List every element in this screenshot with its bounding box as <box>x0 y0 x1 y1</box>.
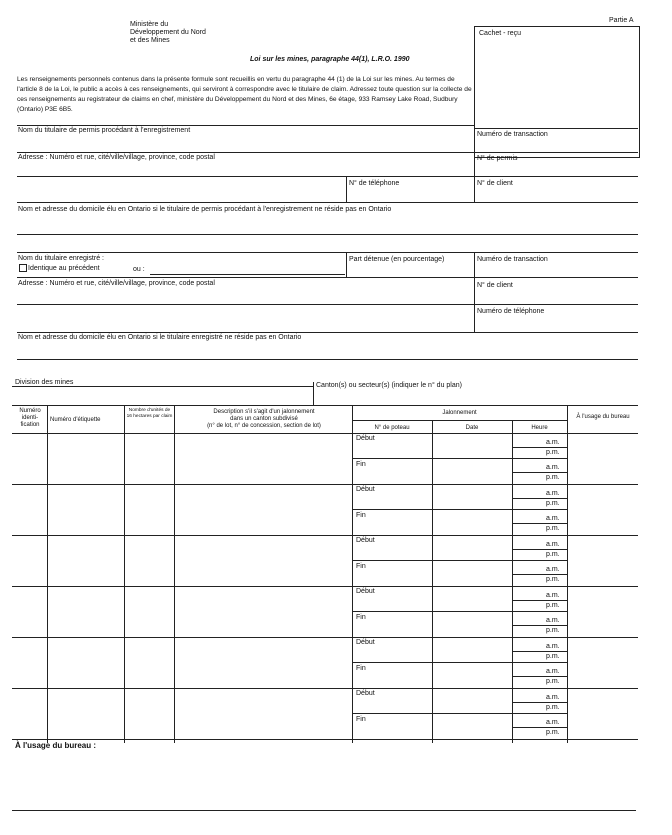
hour-header: Heure <box>531 425 548 431</box>
pm-label: p.m. <box>546 576 560 583</box>
am-label: a.m. <box>546 515 560 522</box>
pm-label: p.m. <box>546 500 560 507</box>
stamp-box[interactable] <box>474 26 640 158</box>
start-label: Début <box>356 639 375 646</box>
identical-label: Identique au précédent <box>28 265 100 272</box>
am-label: a.m. <box>546 694 560 701</box>
am-label: a.m. <box>546 592 560 599</box>
am-label: a.m. <box>546 643 560 650</box>
address-for-service-2-label: Nom et adresse du domicile élu en Ontario si le titulaire enregistré ne réside pas en Ontario <box>18 334 302 341</box>
pm-label: p.m. <box>546 653 560 660</box>
office-use-header: À l'usage du bureau <box>576 414 630 420</box>
col-desc-line3: (n° de lot, n° de concession, section de lot) <box>207 423 321 429</box>
end-label: Fin <box>356 716 366 723</box>
stamp-label: Cachet - reçu <box>479 30 522 37</box>
address-for-service-2-field[interactable] <box>18 343 636 359</box>
col-desc-line1: Description s'il s'agit d'un jalonnement <box>213 409 315 415</box>
mining-division-label: Division des mines <box>15 379 74 386</box>
col-tag-header: Numéro d'étiquette <box>50 417 101 423</box>
pm-label: p.m. <box>546 704 560 711</box>
am-label: a.m. <box>546 541 560 548</box>
part-label: Partie A <box>609 17 634 24</box>
staking-header: Jalonnement <box>442 410 477 416</box>
ministry-line-3: et des Mines <box>130 37 170 44</box>
am-label: a.m. <box>546 490 560 497</box>
footer-office-use-label: À l'usage du bureau : <box>15 741 97 750</box>
am-label: a.m. <box>546 566 560 573</box>
address-field[interactable] <box>18 163 472 199</box>
start-label: Début <box>356 435 375 442</box>
end-label: Fin <box>356 665 366 672</box>
am-label: a.m. <box>546 719 560 726</box>
ou-label: ou : <box>133 266 145 273</box>
holder-name-label: Nom du titulaire de permis procédant à l'enregistrement <box>18 127 191 134</box>
client-no-label: N° de client <box>477 180 513 187</box>
am-label: a.m. <box>546 617 560 624</box>
pm-label: p.m. <box>546 551 560 558</box>
footer-office-use-field[interactable] <box>12 752 636 809</box>
pm-label: p.m. <box>546 627 560 634</box>
pm-label: p.m. <box>546 449 560 456</box>
start-label: Début <box>356 486 375 493</box>
pm-label: p.m. <box>546 602 560 609</box>
am-label: a.m. <box>546 668 560 675</box>
identical-checkbox[interactable] <box>19 264 27 272</box>
address-2-field[interactable] <box>18 289 472 329</box>
ministry-line-2: Développement du Nord <box>130 29 206 36</box>
recorded-holder-label: Nom du titulaire enregistré : <box>18 255 104 262</box>
end-label: Fin <box>356 563 366 570</box>
date-header: Date <box>465 425 479 431</box>
end-label: Fin <box>356 512 366 519</box>
start-label: Début <box>356 588 375 595</box>
pm-label: p.m. <box>546 474 560 481</box>
start-label: Début <box>356 690 375 697</box>
col-desc-line2: dans un canton subdivisé <box>230 416 298 422</box>
col-id-header: Numéro identi-fication <box>19 408 41 428</box>
am-label: a.m. <box>546 439 560 446</box>
pm-label: p.m. <box>546 525 560 532</box>
end-label: Fin <box>356 461 366 468</box>
interest-label: Part détenue (en pourcentage) <box>349 256 445 263</box>
pm-label: p.m. <box>546 729 560 736</box>
privacy-notice: Les renseignements personnels contenus dans la présente formule sont recueillis en vertu du paragraphe 44 (1) de la Loi sur les mines. Au termes de l'article 8 de la Loi, le public a accès à ces renseignements, qui serviront à correspondre avec le titulaire de claim. Adressez toute question sur la collecte de ces renseignements au registrateur de claims en chef, ministère du Développement du Nord et des Mines, 6e étage, 933 Ramsey Lake Road, Sudbury (Ontario) P3E 6B5. <box>17 76 472 113</box>
phone-2-label: Numéro de téléphone <box>477 308 545 315</box>
address-for-service-label: Nom et adresse du domicile élu en Ontario si le titulaire de permis procédant à l'enregistrement ne réside pas en Ontario <box>18 206 392 213</box>
address-for-service-field[interactable] <box>18 215 636 233</box>
end-label: Fin <box>356 614 366 621</box>
address-label: Adresse : Numéro et rue, cité/ville/village, province, code postal <box>18 154 215 161</box>
pm-label: p.m. <box>546 678 560 685</box>
permit-no-label: N° de permis <box>477 155 518 162</box>
address-2-label: Adresse : Numéro et rue, cité/ville/village, province, code postal <box>18 280 215 287</box>
col-units-header: Nombre d'unités de 16 hectares par claim <box>126 408 173 419</box>
client-no-2-label: N° de client <box>477 282 513 289</box>
start-label: Début <box>356 537 375 544</box>
transaction-no-label: Numéro de transaction <box>477 131 548 138</box>
transaction-no-2-label: Numéro de transaction <box>477 256 548 263</box>
holder-name-field[interactable] <box>18 136 472 152</box>
law-title: Loi sur les mines, paragraphe 44(1), L.R.O. 1990 <box>250 56 410 63</box>
township-label: Canton(s) ou secteur(s) (indiquer le n° du plan) <box>316 382 462 389</box>
am-label: a.m. <box>546 464 560 471</box>
post-no-header: N° de poteau <box>374 425 410 431</box>
phone-label: N° de téléphone <box>349 180 400 187</box>
ministry-line-1: Ministère du <box>130 21 169 28</box>
